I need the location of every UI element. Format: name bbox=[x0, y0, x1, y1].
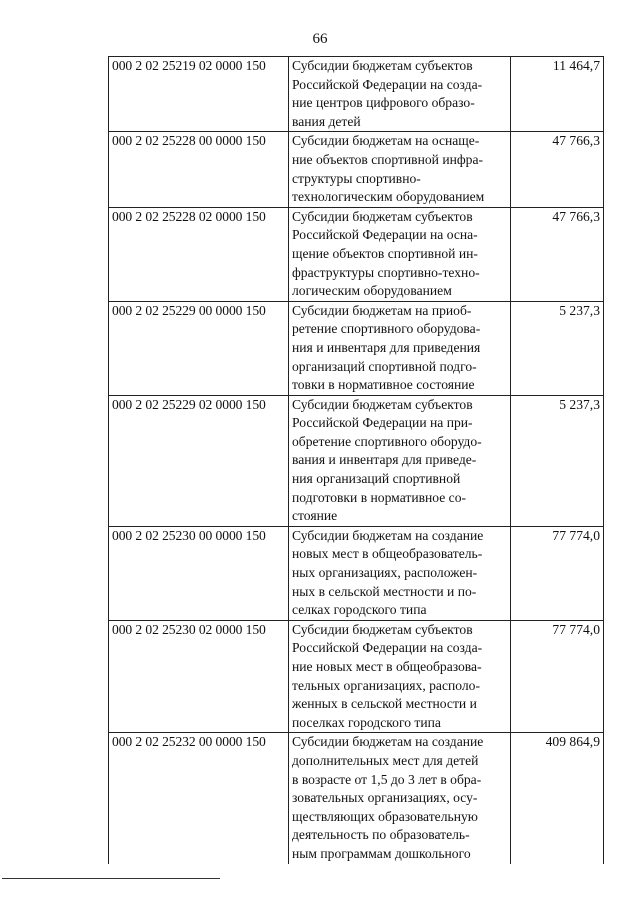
income-name-line: зовательных организациях, осу- bbox=[292, 790, 478, 806]
income-name-line: ние объектов спортивной инфра- bbox=[292, 151, 484, 167]
income-name-line: фраструктуры спортивно-техно- bbox=[292, 264, 480, 280]
income-name-line: Субсидии бюджетам на оснаще- bbox=[292, 133, 480, 149]
income-name-cell bbox=[289, 395, 511, 526]
budget-code-cell: 000 2 02 25229 02 0000 150 bbox=[109, 395, 289, 526]
income-name-line: вания детей bbox=[292, 113, 361, 129]
income-name-line: Субсидии бюджетам субъектов bbox=[292, 208, 473, 224]
amount-cell: 47 766,3 bbox=[511, 132, 604, 207]
income-name-cell bbox=[289, 620, 511, 733]
income-name-line: тельных организациях, располо- bbox=[292, 677, 480, 693]
table-row bbox=[109, 733, 604, 864]
income-name-line: Субсидии бюджетам субъектов bbox=[292, 396, 473, 412]
income-name-line: Российской Федерации на при- bbox=[292, 415, 473, 431]
income-name-line: обретение спортивного оборудо- bbox=[292, 433, 482, 449]
table-row bbox=[109, 301, 604, 395]
income-name-line: Российской Федерации на осна- bbox=[292, 227, 478, 243]
page-number: 66 bbox=[312, 31, 328, 47]
amount-cell: 11 464,7 bbox=[511, 57, 604, 132]
income-name-line: селках городского типа bbox=[292, 602, 427, 618]
table-row bbox=[109, 207, 604, 301]
income-name-line: Субсидии бюджетам субъектов bbox=[292, 621, 473, 637]
amount-cell: 77 774,0 bbox=[511, 620, 604, 733]
income-name-line: в возрасте от 1,5 до 3 лет в обра- bbox=[292, 771, 482, 787]
income-name-line: Субсидии бюджетам субъектов bbox=[292, 58, 473, 73]
income-name-line: организаций спортивной подго- bbox=[292, 358, 477, 374]
income-name-line: Российской Федерации на созда- bbox=[292, 76, 483, 92]
income-name-line: ния организаций спортивной bbox=[292, 471, 461, 487]
amount-cell: 5 237,3 bbox=[511, 301, 604, 395]
income-name-line: логическим оборудованием bbox=[292, 283, 452, 299]
income-name-line: технологическим оборудованием bbox=[292, 189, 485, 205]
income-name-line: деятельность по образователь- bbox=[292, 827, 470, 843]
amount-cell: 5 237,3 bbox=[511, 395, 604, 526]
income-name-line: ние центров цифрового образо- bbox=[292, 95, 475, 111]
income-name-line: ние новых мест в общеобразова- bbox=[292, 659, 482, 674]
income-name-line: структуры спортивно- bbox=[292, 170, 421, 186]
budget-code-cell: 000 2 02 25232 00 0000 150 bbox=[109, 733, 289, 864]
budget-code-cell: 000 2 02 25229 00 0000 150 bbox=[109, 301, 289, 395]
income-name-line: щение объектов спортивной ин- bbox=[292, 245, 478, 261]
table-row bbox=[109, 395, 604, 526]
income-name-line: подготовки в нормативное со- bbox=[292, 489, 467, 505]
table-row bbox=[109, 620, 604, 733]
income-name-line: Субсидии бюджетам на создание bbox=[292, 527, 484, 543]
income-name-line: ных в сельской местности и по- bbox=[292, 583, 477, 599]
income-name-cell bbox=[289, 301, 511, 395]
income-name-line: женных в сельской местности и bbox=[292, 696, 477, 712]
income-name-line: Российской Федерации на созда- bbox=[292, 640, 483, 656]
amount-cell: 409 864,9 bbox=[511, 733, 604, 864]
income-name-line: ных организациях, расположен- bbox=[292, 565, 478, 581]
income-name-line: ретение спортивного оборудова- bbox=[292, 321, 481, 337]
income-name-line: товки в нормативное состояние bbox=[292, 377, 475, 393]
income-name-line: ным программам дошкольного bbox=[292, 845, 471, 861]
income-name-line: ния и инвентаря для приведения bbox=[292, 339, 481, 355]
income-name-line: поселках городского типа bbox=[292, 714, 441, 730]
table-row bbox=[109, 57, 604, 132]
income-name-line: Субсидии бюджетам на приоб- bbox=[292, 302, 472, 318]
budget-code-cell: 000 2 02 25228 02 0000 150 bbox=[109, 207, 289, 301]
amount-cell: 77 774,0 bbox=[511, 526, 604, 620]
budget-code-cell: 000 2 02 25228 00 0000 150 bbox=[109, 132, 289, 207]
income-name-cell bbox=[289, 132, 511, 207]
income-name-cell bbox=[289, 526, 511, 620]
budget-table bbox=[108, 56, 604, 864]
budget-code-cell: 000 2 02 25230 02 0000 150 bbox=[109, 620, 289, 733]
amount-cell: 47 766,3 bbox=[511, 207, 604, 301]
budget-code-cell: 000 2 02 25219 02 0000 150 bbox=[109, 57, 289, 132]
table-row bbox=[109, 132, 604, 207]
income-name-line: стояние bbox=[292, 508, 338, 524]
table-row bbox=[109, 526, 604, 620]
budget-code-cell: 000 2 02 25230 00 0000 150 bbox=[109, 526, 289, 620]
income-name-line: новых мест в общеобразователь- bbox=[292, 546, 483, 562]
income-name-cell bbox=[289, 733, 511, 864]
income-name-line: дополнительных мест для детей bbox=[292, 752, 479, 768]
budget-table-body bbox=[109, 57, 604, 864]
income-name-cell bbox=[289, 57, 511, 132]
income-name-line: вания и инвентаря для приведе- bbox=[292, 452, 477, 468]
footnote-rule bbox=[2, 878, 220, 879]
income-name-cell bbox=[289, 207, 511, 301]
income-name-line: ществляющих образовательную bbox=[292, 808, 478, 824]
income-name-line: Субсидии бюджетам на создание bbox=[292, 734, 484, 750]
